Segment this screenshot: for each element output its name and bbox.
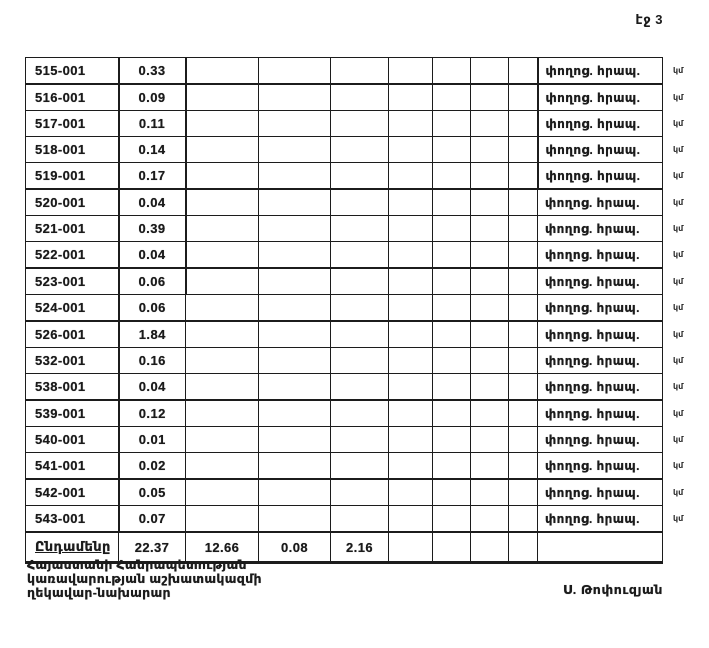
row-empty-cell: [471, 137, 509, 163]
row-empty-cell: [509, 321, 538, 348]
row-empty-cell: [471, 163, 509, 190]
row-empty-cell: [259, 137, 331, 163]
row-empty-cell: [331, 84, 389, 111]
row-category: փողոց. հրապ.: [538, 216, 663, 242]
table-row: [26, 427, 703, 453]
road-lengths-table: [25, 57, 703, 564]
row-code: 519-001: [26, 163, 119, 190]
row-empty-cell: [433, 163, 471, 190]
row-value: 0.02: [119, 453, 186, 480]
row-empty-cell: [433, 400, 471, 427]
row-empty-cell: [331, 268, 389, 295]
row-empty-cell: [186, 295, 259, 322]
row-empty-cell: [186, 321, 259, 348]
row-unit-label: կմ: [673, 303, 684, 313]
row-unit-label: կմ: [673, 487, 684, 497]
row-value: 0.09: [119, 84, 186, 111]
row-empty-cell: [186, 163, 259, 190]
total-empty-cell: [538, 532, 663, 563]
row-empty-cell: [259, 479, 331, 506]
row-code: 517-001: [26, 111, 119, 137]
row-empty-cell: [186, 216, 259, 242]
row-empty-cell: [509, 58, 538, 85]
row-empty-cell: [471, 453, 509, 480]
row-value: 0.04: [119, 374, 186, 401]
row-empty-cell: [389, 506, 433, 533]
row-category: փողոց. հրապ.: [538, 321, 663, 348]
row-empty-cell: [259, 84, 331, 111]
row-empty-cell: [186, 58, 259, 85]
row-unit-label: կմ: [673, 92, 684, 102]
row-unit-label: կմ: [673, 329, 684, 339]
row-empty-cell: [259, 242, 331, 269]
row-category: փողոց. հրապ.: [538, 84, 663, 111]
row-empty-cell: [186, 268, 259, 295]
row-empty-cell: [331, 216, 389, 242]
row-empty-cell: [331, 348, 389, 374]
total-value: 22.37: [119, 532, 186, 563]
row-empty-cell: [259, 268, 331, 295]
table-body: [26, 58, 703, 563]
row-empty-cell: [471, 216, 509, 242]
row-empty-cell: [433, 242, 471, 269]
row-category: փողոց. հրապ.: [538, 348, 663, 374]
row-empty-cell: [259, 189, 331, 216]
total-empty-cell: [509, 532, 538, 563]
row-empty-cell: [259, 58, 331, 85]
row-empty-cell: [433, 321, 471, 348]
row-empty-cell: [509, 137, 538, 163]
row-code: 516-001: [26, 84, 119, 111]
row-empty-cell: [331, 137, 389, 163]
row-empty-cell: [509, 242, 538, 269]
row-category: փողոց. հրապ.: [538, 137, 663, 163]
row-empty-cell: [471, 58, 509, 85]
row-empty-cell: [433, 216, 471, 242]
row-value: 0.17: [119, 163, 186, 190]
row-empty-cell: [471, 427, 509, 453]
row-empty-cell: [259, 374, 331, 401]
table-row: [26, 84, 703, 111]
row-empty-cell: [389, 189, 433, 216]
row-category: փողոց. հրապ.: [538, 268, 663, 295]
table-row: [26, 348, 703, 374]
table-row: [26, 189, 703, 216]
row-empty-cell: [433, 84, 471, 111]
row-empty-cell: [331, 400, 389, 427]
row-empty-cell: [471, 400, 509, 427]
total-value: 2.16: [331, 532, 389, 563]
row-empty-cell: [259, 400, 331, 427]
row-category: փողոց. հրապ.: [538, 506, 663, 533]
row-empty-cell: [389, 137, 433, 163]
row-empty-cell: [331, 58, 389, 85]
row-value: 0.11: [119, 111, 186, 137]
row-empty-cell: [331, 163, 389, 190]
table-row: [26, 137, 703, 163]
row-empty-cell: [186, 400, 259, 427]
signatory-title-line: կառավարության աշխատակազմի: [27, 572, 262, 586]
row-empty-cell: [259, 111, 331, 137]
row-empty-cell: [509, 400, 538, 427]
signatory-title-line: Հայաստանի Հանրապետության: [27, 558, 247, 572]
row-empty-cell: [389, 84, 433, 111]
row-empty-cell: [471, 479, 509, 506]
row-empty-cell: [433, 427, 471, 453]
row-empty-cell: [433, 268, 471, 295]
row-empty-cell: [259, 216, 331, 242]
row-category: փողոց. հրապ.: [538, 374, 663, 401]
table-row: [26, 321, 703, 348]
row-category: փողոց. հրապ.: [538, 453, 663, 480]
row-empty-cell: [389, 216, 433, 242]
row-empty-cell: [509, 216, 538, 242]
total-empty-cell: [389, 532, 433, 563]
row-unit-label: կմ: [673, 224, 684, 233]
total-empty-cell: [433, 532, 471, 563]
row-code: 523-001: [26, 268, 119, 295]
row-empty-cell: [433, 453, 471, 480]
row-empty-cell: [389, 242, 433, 269]
row-empty-cell: [509, 374, 538, 401]
row-value: 0.12: [119, 400, 186, 427]
row-code: 522-001: [26, 242, 119, 269]
row-category: փողոց. հրապ.: [538, 58, 663, 85]
row-code: 539-001: [26, 400, 119, 427]
row-value: 0.06: [119, 268, 186, 295]
row-value: 0.14: [119, 137, 186, 163]
row-empty-cell: [433, 374, 471, 401]
row-code: 520-001: [26, 189, 119, 216]
row-unit-label: կմ: [673, 514, 684, 524]
row-empty-cell: [509, 163, 538, 190]
row-category: փողոց. հրապ.: [538, 111, 663, 137]
page-number: էջ 3: [635, 12, 663, 27]
row-unit-label: կմ: [673, 435, 684, 444]
row-empty-cell: [471, 111, 509, 137]
row-code: 524-001: [26, 295, 119, 322]
row-empty-cell: [433, 137, 471, 163]
row-category: փողոց. հրապ.: [538, 400, 663, 427]
row-unit-label: կմ: [673, 171, 684, 181]
signatory-title-block: [27, 558, 262, 600]
row-code: 542-001: [26, 479, 119, 506]
total-value: 12.66: [186, 532, 259, 563]
row-empty-cell: [331, 242, 389, 269]
row-empty-cell: [433, 348, 471, 374]
row-code: 532-001: [26, 348, 119, 374]
row-empty-cell: [331, 189, 389, 216]
signature-name: Ս. Թոփուզյան: [563, 583, 663, 597]
row-category: փողոց. հրապ.: [538, 242, 663, 269]
row-empty-cell: [471, 348, 509, 374]
row-unit-label: կմ: [673, 197, 684, 207]
row-code: 540-001: [26, 427, 119, 453]
row-empty-cell: [259, 321, 331, 348]
table-row: [26, 506, 703, 533]
row-empty-cell: [389, 400, 433, 427]
row-code: 541-001: [26, 453, 119, 480]
row-empty-cell: [509, 453, 538, 480]
row-empty-cell: [471, 242, 509, 269]
row-empty-cell: [186, 479, 259, 506]
row-unit-label: կմ: [673, 461, 684, 471]
row-empty-cell: [509, 84, 538, 111]
row-empty-cell: [259, 506, 331, 533]
row-empty-cell: [186, 427, 259, 453]
row-empty-cell: [331, 374, 389, 401]
row-empty-cell: [389, 374, 433, 401]
row-empty-cell: [259, 348, 331, 374]
table-row: [26, 453, 703, 480]
row-value: 0.07: [119, 506, 186, 533]
row-empty-cell: [331, 453, 389, 480]
row-empty-cell: [389, 321, 433, 348]
row-empty-cell: [509, 111, 538, 137]
row-empty-cell: [471, 374, 509, 401]
row-category: փողոց. հրապ.: [538, 189, 663, 216]
row-empty-cell: [509, 189, 538, 216]
table-row: [26, 374, 703, 401]
row-empty-cell: [331, 111, 389, 137]
row-empty-cell: [331, 321, 389, 348]
row-value: 1.84: [119, 321, 186, 348]
total-unit-spacer: [663, 532, 703, 563]
row-empty-cell: [433, 479, 471, 506]
row-empty-cell: [471, 189, 509, 216]
row-unit-label: կմ: [673, 250, 684, 260]
row-empty-cell: [433, 111, 471, 137]
row-empty-cell: [389, 427, 433, 453]
row-empty-cell: [509, 427, 538, 453]
row-value: 0.16: [119, 348, 186, 374]
table-row: [26, 111, 703, 137]
row-empty-cell: [186, 84, 259, 111]
row-empty-cell: [471, 321, 509, 348]
row-empty-cell: [433, 506, 471, 533]
total-value: 0.08: [259, 532, 331, 563]
row-value: 0.06: [119, 295, 186, 322]
row-unit-label: կմ: [673, 356, 684, 365]
table-row: [26, 242, 703, 269]
row-value: 0.01: [119, 427, 186, 453]
row-empty-cell: [186, 348, 259, 374]
table-row: [26, 58, 703, 85]
row-empty-cell: [331, 506, 389, 533]
row-empty-cell: [433, 295, 471, 322]
table-row: [26, 163, 703, 190]
row-value: 0.04: [119, 189, 186, 216]
row-empty-cell: [259, 295, 331, 322]
row-empty-cell: [509, 479, 538, 506]
row-empty-cell: [433, 58, 471, 85]
row-unit-label: կմ: [673, 408, 684, 418]
row-empty-cell: [389, 295, 433, 322]
row-value: 0.39: [119, 216, 186, 242]
row-value: 0.33: [119, 58, 186, 85]
row-code: 515-001: [26, 58, 119, 85]
row-empty-cell: [186, 189, 259, 216]
total-empty-cell: [471, 532, 509, 563]
row-empty-cell: [259, 427, 331, 453]
table-row: [26, 268, 703, 295]
row-empty-cell: [471, 295, 509, 322]
row-unit-label: կմ: [673, 382, 684, 392]
row-code: 543-001: [26, 506, 119, 533]
row-empty-cell: [509, 348, 538, 374]
row-code: 538-001: [26, 374, 119, 401]
row-value: 0.05: [119, 479, 186, 506]
row-unit-label: կմ: [673, 145, 684, 154]
row-empty-cell: [186, 137, 259, 163]
table-row: [26, 216, 703, 242]
row-category: փողոց. հրապ.: [538, 479, 663, 506]
row-code: 518-001: [26, 137, 119, 163]
row-empty-cell: [186, 506, 259, 533]
row-unit-label: կմ: [673, 119, 684, 128]
row-empty-cell: [186, 111, 259, 137]
total-label: Ընդամենը: [26, 532, 119, 563]
row-unit-label: կմ: [673, 66, 684, 76]
row-empty-cell: [471, 84, 509, 111]
row-unit-label: կմ: [673, 276, 684, 286]
row-value: 0.04: [119, 242, 186, 269]
row-category: փողոց. հրապ.: [538, 295, 663, 322]
row-empty-cell: [471, 506, 509, 533]
row-empty-cell: [389, 268, 433, 295]
row-empty-cell: [389, 111, 433, 137]
row-empty-cell: [389, 348, 433, 374]
row-empty-cell: [509, 268, 538, 295]
table-row: [26, 400, 703, 427]
row-empty-cell: [389, 453, 433, 480]
row-category: փողոց. հրապ.: [538, 163, 663, 190]
row-empty-cell: [331, 479, 389, 506]
row-category: փողոց. հրապ.: [538, 427, 663, 453]
row-empty-cell: [186, 374, 259, 401]
row-empty-cell: [509, 506, 538, 533]
row-code: 526-001: [26, 321, 119, 348]
row-empty-cell: [259, 453, 331, 480]
row-empty-cell: [389, 163, 433, 190]
row-empty-cell: [389, 479, 433, 506]
table-row: [26, 479, 703, 506]
row-empty-cell: [186, 453, 259, 480]
row-empty-cell: [389, 58, 433, 85]
row-empty-cell: [331, 427, 389, 453]
row-empty-cell: [259, 163, 331, 190]
row-empty-cell: [471, 268, 509, 295]
row-empty-cell: [331, 295, 389, 322]
row-empty-cell: [433, 189, 471, 216]
row-empty-cell: [509, 295, 538, 322]
signatory-title-line: ղեկավար-նախարար: [27, 586, 171, 600]
row-empty-cell: [186, 242, 259, 269]
row-code: 521-001: [26, 216, 119, 242]
table-row: [26, 295, 703, 322]
